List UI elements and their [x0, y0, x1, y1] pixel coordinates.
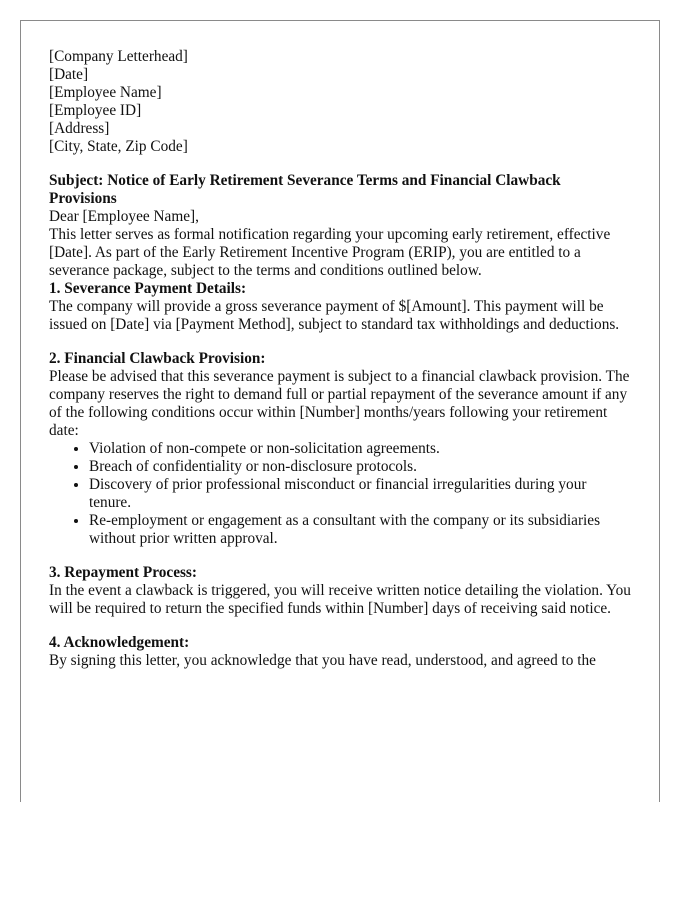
salutation: Dear [Employee Name],	[49, 208, 199, 225]
letter-page	[20, 20, 660, 802]
section-heading: 4. Acknowledgement:	[49, 634, 190, 651]
list-item: • Violation of non-compete or non-solicitation agreements.	[89, 440, 631, 458]
section-clawback-provision	[49, 350, 631, 548]
recipient-city-state-zip: [City, State, Zip Code]	[49, 138, 188, 155]
list-item: • Re-employment or engagement as a consultant with the company or its subsidiaries without prior written approval.	[89, 512, 631, 548]
list-item: • Discovery of prior professional misconduct or financial irregularities during your tenure.	[89, 476, 631, 512]
recipient-address-block	[49, 84, 631, 156]
section-heading: 1. Severance Payment Details:	[49, 280, 247, 297]
list-item: • Breach of confidentiality or non-disclosure protocols.	[89, 458, 631, 476]
letter-subject: Subject: Notice of Early Retirement Severance Terms and Financial Clawback Provisions	[49, 172, 561, 207]
clawback-conditions-list	[49, 440, 631, 548]
section-body: By signing this letter, you acknowledge that you have read, understood, and agreed to the	[49, 652, 596, 669]
recipient-id: [Employee ID]	[49, 102, 142, 119]
section-heading: 3. Repayment Process:	[49, 564, 197, 581]
intro-paragraph: This letter serves as formal notification regarding your upcoming early retirement, effective [Date]. As part of the Early Retirement Incentive Program (ERIP), you are entitled to a severance package, subject to the terms and conditions outlined below.	[49, 226, 611, 279]
section-heading: 2. Financial Clawback Provision:	[49, 350, 266, 367]
section-body: Please be advised that this severance payment is subject to a financial clawback provision. The company reserves the right to demand full or partial repayment of the severance amount if any of the following conditions occur within [Number] months/years following your retirement date:	[49, 368, 630, 439]
recipient-address: [Address]	[49, 120, 110, 137]
recipient-name: [Employee Name]	[49, 84, 162, 101]
section-acknowledgement	[49, 634, 631, 670]
letter-date: [Date]	[49, 66, 89, 83]
section-severance-payment	[49, 280, 631, 334]
section-repayment-process	[49, 564, 631, 618]
section-body: The company will provide a gross severance payment of $[Amount]. This payment will be issued on [Date] via [Payment Method], subject to standard tax withholdings and deductions.	[49, 298, 620, 333]
company-letterhead: [Company Letterhead]	[49, 48, 188, 65]
section-body: In the event a clawback is triggered, you will receive written notice detailing the violation. You will be required to return the specified funds within [Number] days of receiving said notice.	[49, 582, 631, 617]
